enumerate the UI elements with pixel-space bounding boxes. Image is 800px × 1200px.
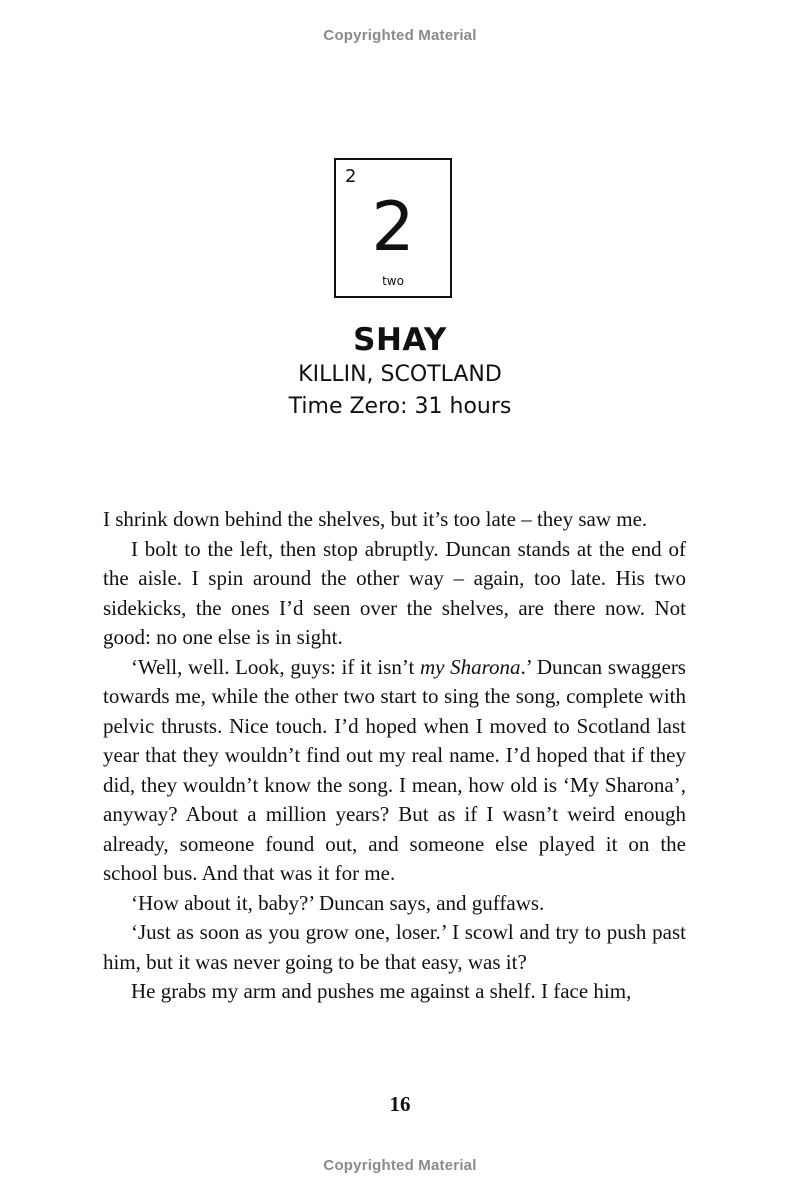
chapter-time: Time Zero: 31 hours	[288, 394, 512, 419]
paragraph	[103, 653, 686, 889]
chapter-location: KILLIN, SCOTLAND	[298, 362, 502, 387]
text-segment: .’ Duncan swaggers towards me, while the other two start to sing the song, complete with pelvic thrusts. Nice touch. I’d hoped when I moved to Scotland last year that they wouldn’t find out my real name. I’d hoped that if they did, they wouldn’t know the song. I mean, how old is ‘My Sharona’, anyway? About a million years? But as if I wasn’t weird enough already, someone found out, and someone else played it on the school bus. And that was it for me.	[103, 654, 686, 885]
body-text	[103, 505, 686, 1007]
text-segment: ‘Well, well. Look, guys: if it isn’t	[131, 654, 420, 679]
paragraph	[103, 505, 686, 535]
paragraph	[103, 977, 686, 1007]
chapter-element-box	[334, 158, 452, 298]
copyright-watermark-top: Copyrighted Material	[323, 27, 477, 44]
text-segment: ‘Just as soon as you grow one, loser.’ I scowl and try to push past him, but it was never going to be that easy, was it?	[103, 920, 686, 974]
element-name: two	[382, 274, 404, 288]
paragraph	[103, 918, 686, 977]
text-segment: He grabs my arm and pushes me against a shelf. I face him,	[131, 979, 632, 1003]
element-atomic-number: 2	[345, 166, 357, 187]
element-symbol: 2	[371, 188, 415, 267]
paragraph	[103, 535, 686, 653]
text-segment: ‘How about it, baby?’ Duncan says, and guffaws.	[131, 890, 545, 915]
chapter-title: SHAY	[353, 322, 447, 358]
text-segment: I shrink down behind the shelves, but it’s too late – they saw me.	[103, 507, 648, 531]
page-number: 16	[389, 1092, 411, 1116]
paragraph	[103, 889, 686, 919]
text-segment: I bolt to the left, then stop abruptly. Duncan stands at the end of the aisle. I spin around the other way – again, too late. His two sidekicks, the ones I’d seen over the shelves, are there now. Not good: no one else is in sight.	[103, 536, 686, 649]
italic-text: my Sharona	[419, 654, 521, 679]
copyright-watermark-bottom: Copyrighted Material	[323, 1157, 477, 1174]
